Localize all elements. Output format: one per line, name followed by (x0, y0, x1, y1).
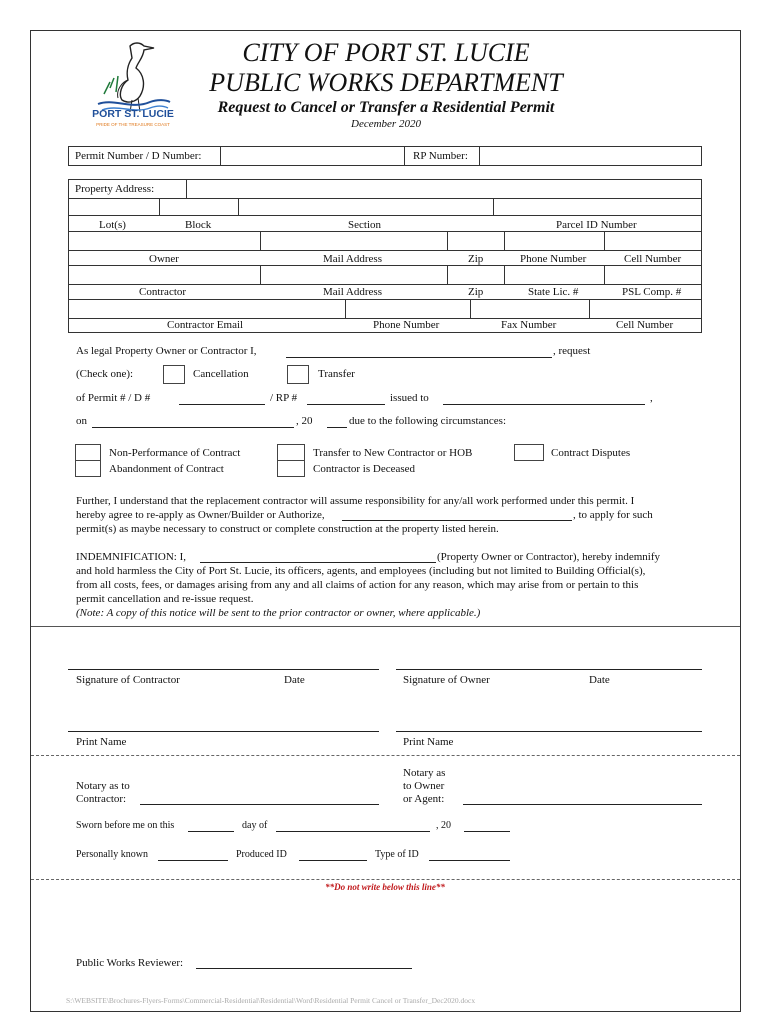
owner-mail-label: Mail Address (323, 253, 382, 265)
permit-number-label: Permit Number / D Number: (75, 150, 202, 162)
owner-cell-field[interactable] (604, 231, 702, 251)
owner-date-label: Date (589, 674, 610, 686)
section-field[interactable] (238, 198, 494, 216)
reviewer-label: Public Works Reviewer: (76, 957, 184, 969)
contractor-mail-field[interactable] (260, 265, 448, 285)
contractor-label: Contractor (139, 286, 187, 298)
agreement-line-2-prefix: hereby agree to re-apply as Owner/Builder or Authorize, (76, 509, 325, 521)
contractor-signature-line[interactable] (68, 669, 379, 670)
notary-owner-line-3: or Agent: (403, 793, 445, 805)
transfer-new-checkbox[interactable] (277, 444, 305, 461)
cancellation-checkbox[interactable] (163, 365, 185, 384)
cancellation-label: Cancellation (193, 368, 249, 380)
disputes-label: Contract Disputes (551, 447, 631, 459)
state-lic-label: State Lic. # (528, 286, 579, 298)
permit-d-line[interactable] (179, 404, 265, 405)
agreement-line-1: Further, I understand that the replacement contractor will assume responsibility for any/all work performed under this permit. I (76, 495, 635, 507)
psl-comp-label: PSL Comp. # (622, 286, 682, 298)
property-address-label-cell (68, 179, 187, 199)
notary-contractor-line[interactable] (140, 804, 379, 805)
owner-label: Owner (149, 253, 179, 265)
state-lic-field[interactable] (504, 265, 605, 285)
sworn-day-line[interactable] (188, 831, 234, 832)
deceased-label: Contractor is Deceased (313, 463, 416, 475)
form-frame (30, 30, 741, 1012)
contractor-date-label: Date (284, 674, 305, 686)
transfer-checkbox[interactable] (287, 365, 309, 384)
block-field[interactable] (159, 198, 239, 216)
rp-inline-line[interactable] (307, 404, 385, 405)
contractor-email-label: Contractor Email (167, 319, 244, 331)
owner-field[interactable] (68, 231, 261, 251)
section-divider (31, 626, 740, 627)
lot-field[interactable] (68, 198, 160, 216)
psl-comp-field[interactable] (604, 265, 702, 285)
owner-print-line[interactable] (396, 731, 702, 732)
indemnification-name-line[interactable] (200, 562, 436, 563)
abandonment-checkbox[interactable] (75, 460, 101, 477)
section-label: Section (348, 219, 381, 231)
sworn-year-label: , 20 (436, 820, 451, 831)
issued-to-comma: , (650, 392, 653, 404)
transfer-new-label: Transfer to New Contractor or HOB (313, 447, 473, 459)
reviewer-line[interactable] (196, 968, 412, 969)
sworn-month-line[interactable] (276, 831, 430, 832)
deceased-checkbox[interactable] (277, 460, 305, 477)
produced-id-line[interactable] (299, 860, 367, 861)
lot-label: Lot(s) (99, 219, 126, 231)
contractor-fax-field[interactable] (470, 299, 590, 319)
indemnification-note: (Note: A copy of this notice will be sent to the prior contractor or owner, where applicable.) (76, 607, 481, 619)
request-intro: As legal Property Owner or Contractor I, (76, 345, 257, 357)
due-to-label: due to the following circumstances: (349, 415, 507, 427)
contractor-zip-label: Zip (468, 286, 484, 298)
non-performance-label: Non-Performance of Contract (109, 447, 241, 459)
logo-tagline: PRIDE OF THE TREASURE COAST (96, 122, 170, 127)
issued-to-label: issued to (390, 392, 429, 404)
contractor-phone-label: Phone Number (373, 319, 440, 331)
contractor-email-field[interactable] (68, 299, 346, 319)
year-prefix: , 20 (296, 415, 313, 427)
check-one-label: (Check one): (76, 368, 134, 380)
indemnification-line-3: from all costs, fees, or damages arising from any and all claims of action for any reason, which may arise from or pertain to this (76, 579, 639, 591)
request-name-line[interactable] (286, 357, 552, 358)
contractor-mail-label: Mail Address (323, 286, 382, 298)
notary-owner-line-2: to Owner (403, 780, 445, 792)
on-label: on (76, 415, 87, 427)
owner-phone-field[interactable] (504, 231, 605, 251)
office-divider (31, 879, 740, 880)
agreement-line-2-suffix: , to apply for such (573, 509, 653, 521)
owner-signature-line[interactable] (396, 669, 702, 670)
day-of-label: day of (242, 820, 268, 831)
contractor-cell-field[interactable] (589, 299, 702, 319)
type-of-id-label: Type of ID (375, 849, 419, 860)
contractor-zip-field[interactable] (447, 265, 505, 285)
indemnification-line-4: permit cancellation and re-issue request. (76, 593, 254, 605)
indemnification-prefix: INDEMNIFICATION: I, (76, 551, 186, 563)
owner-signature-label: Signature of Owner (403, 674, 490, 686)
contractor-print-label: Print Name (76, 736, 127, 748)
authorize-line[interactable] (342, 520, 572, 521)
permit-number-field[interactable] (220, 146, 405, 166)
rp-number-field[interactable] (479, 146, 702, 166)
do-not-write-note: **Do not write below this line** (325, 882, 445, 892)
notary-contractor-line-2: Contractor: (76, 793, 127, 805)
contractor-field[interactable] (68, 265, 261, 285)
rp-number-label: RP Number: (413, 150, 468, 162)
block-label: Block (185, 219, 212, 231)
form-title: Request to Cancel or Transfer a Residential Permit (217, 99, 555, 116)
issued-to-line[interactable] (443, 404, 645, 405)
contractor-signature-label: Signature of Contractor (76, 674, 180, 686)
owner-zip-label: Zip (468, 253, 484, 265)
indemnification-suffix: (Property Owner or Contractor), hereby indemnify (437, 551, 660, 563)
logo-wordmark: PORT ST. LUCIE (92, 108, 174, 120)
contractor-cell-label: Cell Number (616, 319, 674, 331)
abandonment-label: Abandonment of Contract (109, 463, 224, 475)
transfer-label: Transfer (318, 368, 355, 380)
property-address-field[interactable] (186, 179, 702, 199)
city-title: CITY OF PORT ST. LUCIE (242, 38, 530, 67)
owner-zip-field[interactable] (447, 231, 505, 251)
sworn-year-line[interactable] (464, 831, 510, 832)
indemnification-line-2: and hold harmless the City of Port St. Lucie, its officers, agents, and employees (including but not limited to Building Official(s), (76, 565, 646, 577)
notary-owner-line-1: Notary as (403, 767, 446, 779)
year-line[interactable] (327, 427, 347, 428)
owner-print-label: Print Name (403, 736, 454, 748)
contractor-phone-field[interactable] (345, 299, 471, 319)
on-date-line[interactable] (92, 427, 294, 428)
permit-d-label: of Permit # / D # (76, 392, 151, 404)
file-path-footer: S:\WEBSITE\Brochures-Flyers-Forms\Commercial-Residential\Residential\Word\Residential Permit Cancel or Transfer_Dec2020.docx (66, 996, 476, 1005)
personally-known-line[interactable] (158, 860, 228, 861)
notary-divider (31, 755, 740, 756)
permit-number-label-cell (68, 146, 221, 166)
produced-id-label: Produced ID (236, 849, 287, 860)
department-title: PUBLIC WORKS DEPARTMENT (209, 68, 563, 97)
personally-known-label: Personally known (76, 849, 148, 860)
property-address-label: Property Address: (75, 183, 155, 195)
type-of-id-line[interactable] (429, 860, 510, 861)
rp-inline-label: / RP # (270, 392, 298, 404)
parcel-field[interactable] (493, 198, 702, 216)
lot-label-row (68, 216, 702, 232)
owner-cell-label: Cell Number (624, 253, 682, 265)
request-suffix: , request (553, 345, 591, 357)
notary-contractor-line-1: Notary as to (76, 780, 130, 792)
agreement-line-3: permit(s) as maybe necessary to construct or complete construction at the property listed herein. (76, 523, 499, 535)
contractor-fax-label: Fax Number (501, 319, 557, 331)
sworn-label: Sworn before me on this (76, 820, 175, 831)
parcel-label: Parcel ID Number (556, 219, 637, 231)
disputes-checkbox[interactable] (514, 444, 544, 461)
notary-owner-line[interactable] (463, 804, 702, 805)
owner-mail-field[interactable] (260, 231, 448, 251)
rp-number-label-cell (404, 146, 480, 166)
contractor-print-line[interactable] (68, 731, 379, 732)
owner-phone-label: Phone Number (520, 253, 587, 265)
form-date: December 2020 (351, 118, 421, 130)
non-performance-checkbox[interactable] (75, 444, 101, 461)
